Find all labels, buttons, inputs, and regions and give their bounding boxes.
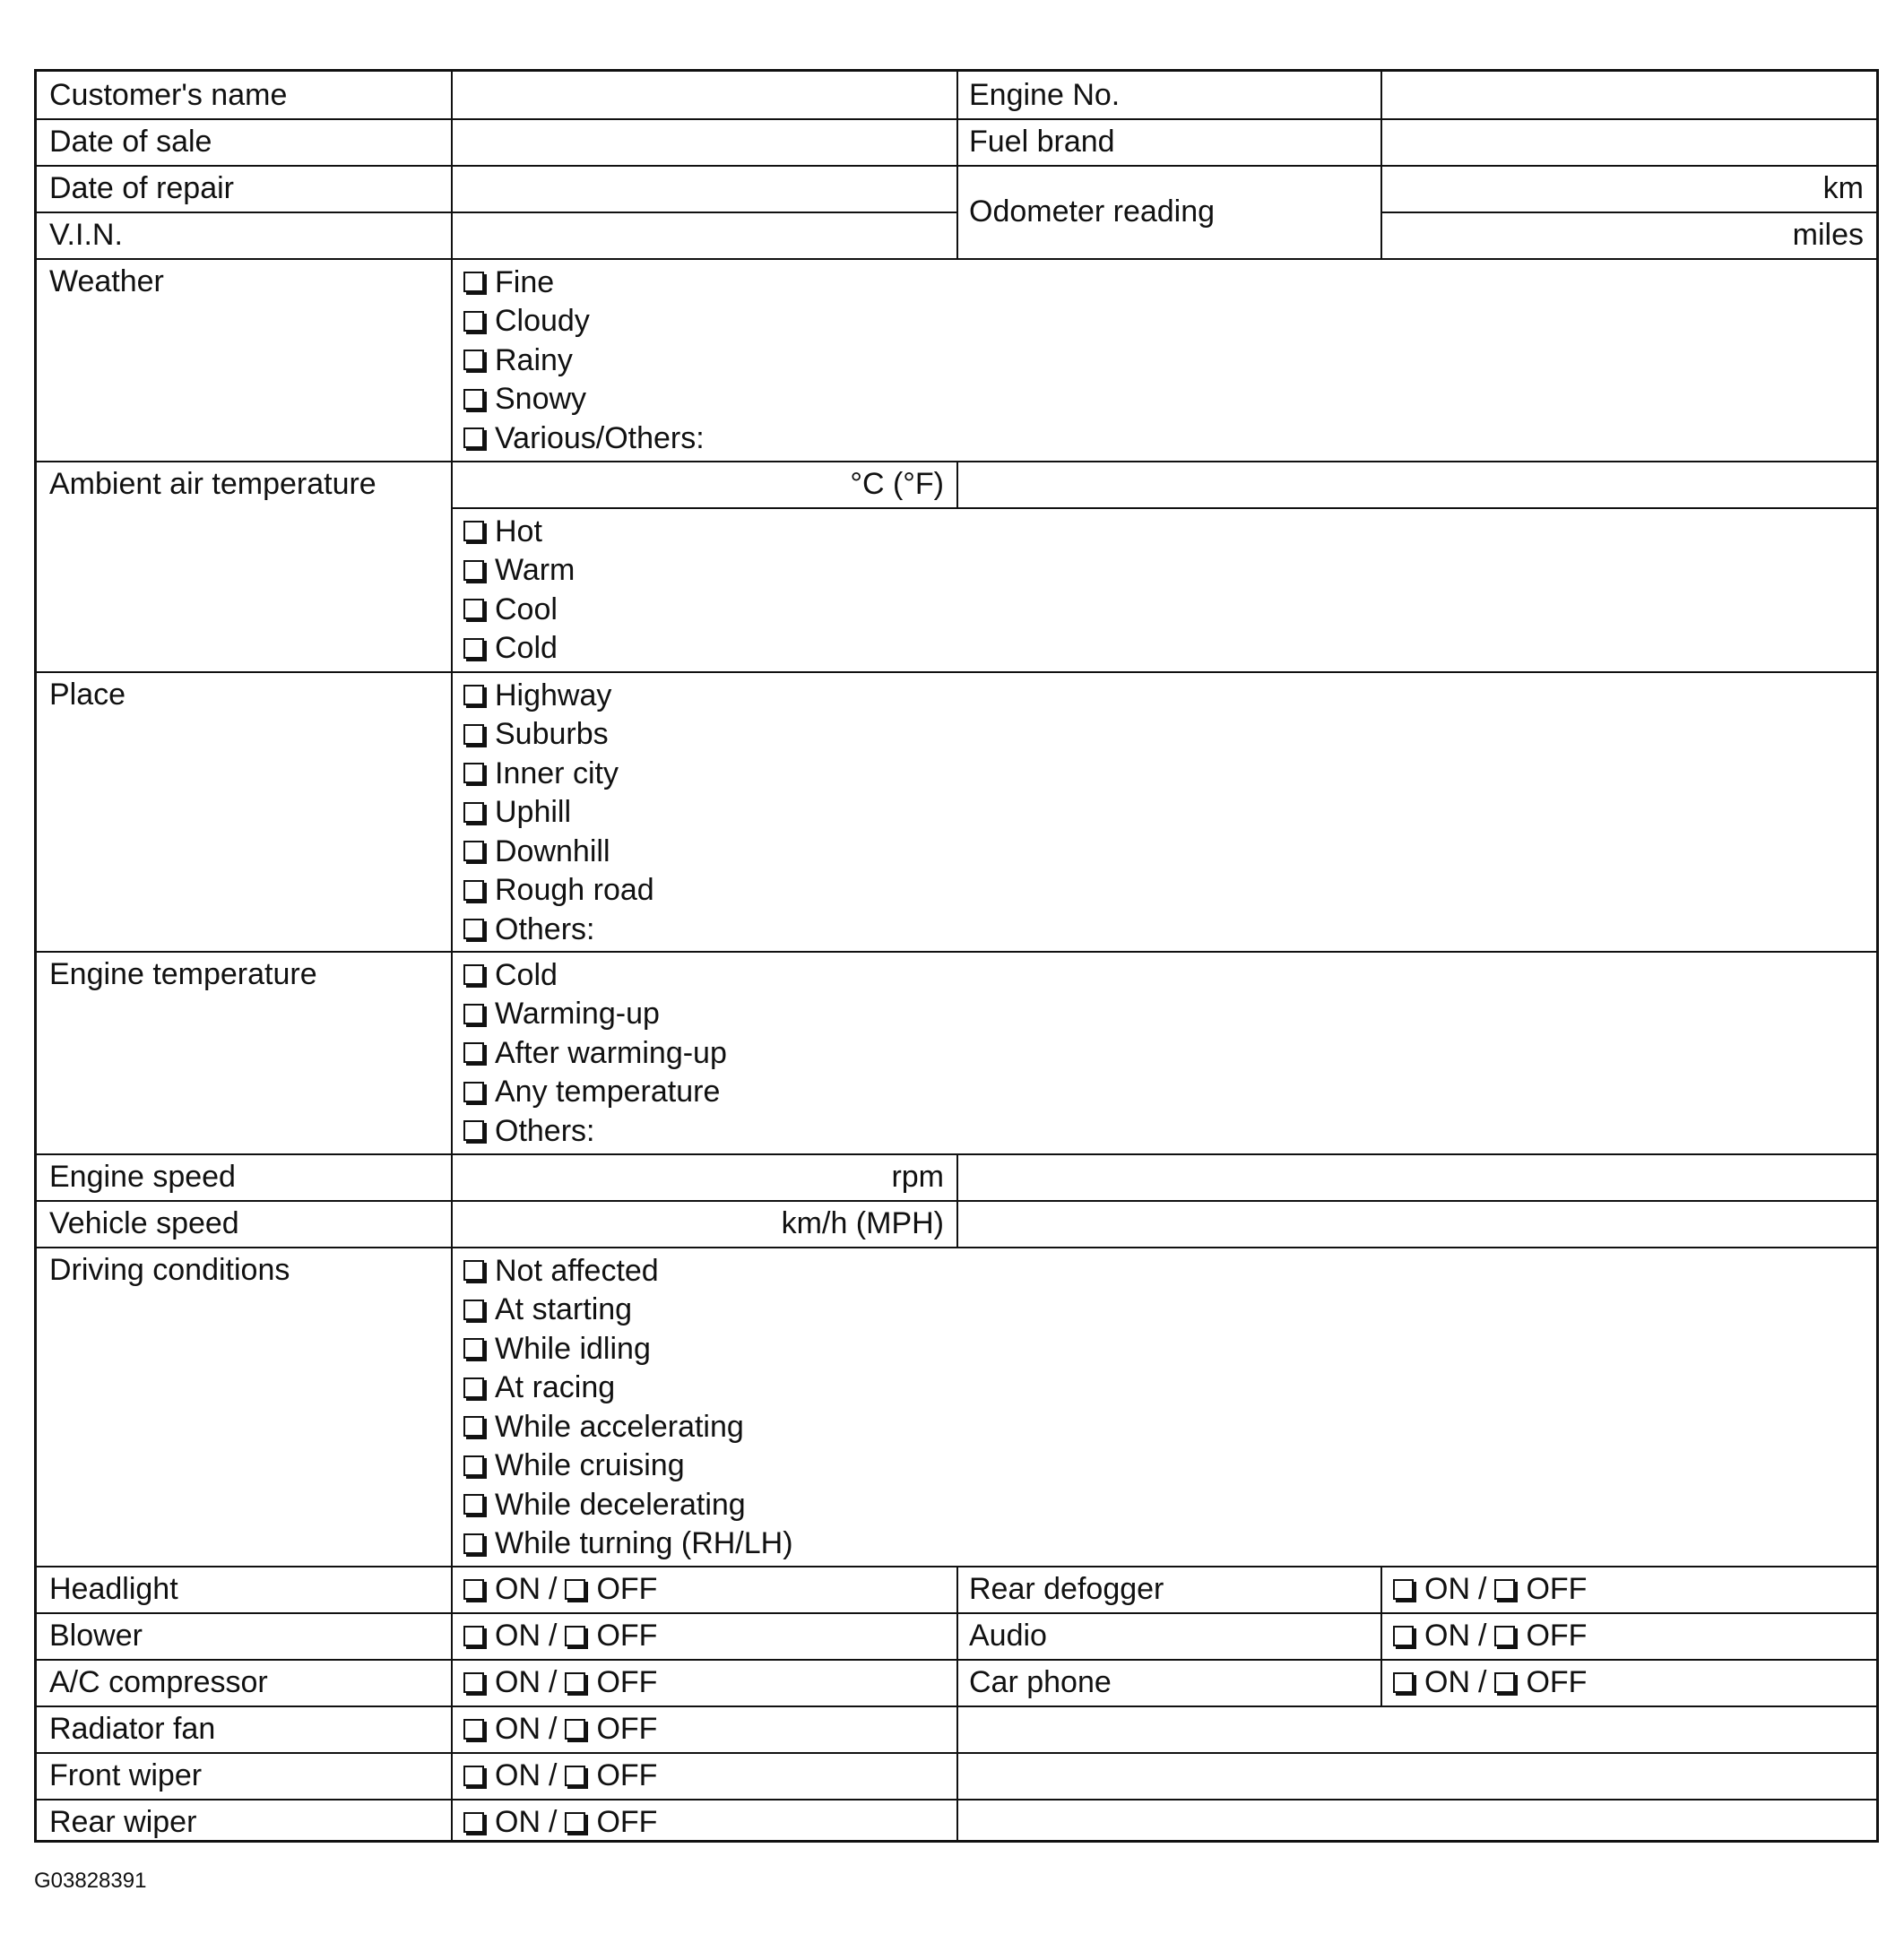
separator: / (549, 1665, 558, 1699)
vehicle-speed-field[interactable]: km/h (MPH) (781, 1206, 944, 1240)
checkbox-label: Uphill (495, 795, 572, 830)
date-of-sale-field[interactable] (451, 118, 956, 165)
front-wiper-label: Front wiper (49, 1758, 203, 1792)
checkbox-option[interactable] (463, 1485, 1876, 1524)
checkbox-icon[interactable] (463, 272, 484, 292)
ambient-temp-field[interactable]: °C (°F) (850, 467, 944, 501)
fuel-brand-field[interactable] (1380, 118, 1876, 165)
checkbox-option[interactable] (463, 910, 1876, 949)
checkbox-label: Others: (495, 911, 595, 946)
blower-label: Blower (49, 1619, 143, 1653)
radiator-fan-label: Radiator fan (49, 1712, 216, 1746)
fuel-brand-label: Fuel brand (969, 125, 1115, 159)
checkbox-icon[interactable] (1393, 1579, 1414, 1600)
checkbox-label: At racing (495, 1370, 616, 1405)
front-wiper-switch (451, 1752, 956, 1799)
checkbox-label: While cruising (495, 1448, 685, 1483)
checkbox-icon[interactable] (1393, 1672, 1414, 1693)
rear-defogger-label: Rear defogger (969, 1572, 1164, 1606)
ac-compressor-switch (451, 1659, 956, 1706)
checkbox-option[interactable] (463, 1369, 1876, 1408)
checkbox-icon[interactable] (463, 311, 484, 332)
checkbox-option[interactable] (463, 590, 1876, 629)
checkbox-option[interactable] (463, 793, 1876, 833)
checkbox-label: Warming-up (495, 997, 660, 1032)
checkbox-label: Warm (495, 553, 576, 588)
checkbox-icon[interactable] (463, 1719, 484, 1740)
checkbox-icon[interactable] (463, 964, 484, 985)
checkbox-option[interactable] (463, 1524, 1876, 1564)
checkbox-icon[interactable] (1494, 1626, 1515, 1646)
checkbox-icon[interactable] (565, 1579, 585, 1600)
separator: / (1478, 1619, 1487, 1653)
checkbox-label: Any temperature (495, 1075, 721, 1110)
audio-label: Audio (969, 1619, 1047, 1653)
off-label: OFF (596, 1712, 658, 1746)
checkbox-label: Fine (495, 264, 555, 299)
checkbox-icon[interactable] (565, 1719, 585, 1740)
on-label: ON (1424, 1619, 1470, 1653)
engine-no-field[interactable] (1380, 72, 1876, 118)
off-label: OFF (596, 1805, 658, 1839)
checkbox-label: Not affected (495, 1253, 659, 1288)
checkbox-label: Suburbs (495, 717, 609, 752)
checkbox-option[interactable] (463, 1111, 1876, 1151)
car-phone-label: Car phone (969, 1665, 1112, 1699)
on-label: ON (495, 1712, 541, 1746)
engine-temp-label: Engine temperature (49, 957, 317, 991)
rear-defogger-switch (1380, 1566, 1876, 1612)
grid-line (451, 507, 1876, 509)
date-of-sale-label: Date of sale (49, 125, 212, 159)
checkbox-option[interactable] (463, 871, 1876, 911)
checkbox-icon[interactable] (463, 1300, 484, 1320)
checkbox-option[interactable] (463, 995, 1876, 1034)
checkbox-icon[interactable] (463, 638, 484, 659)
on-label: ON (1424, 1572, 1470, 1606)
off-label: OFF (1526, 1619, 1588, 1653)
checkbox-label: Rough road (495, 873, 654, 908)
checkbox-option[interactable] (463, 419, 1876, 458)
checkbox-label: While accelerating (495, 1409, 744, 1444)
checkbox-icon[interactable] (463, 841, 484, 861)
off-label: OFF (1526, 1665, 1588, 1699)
separator: / (549, 1572, 558, 1606)
vin-field[interactable] (451, 212, 956, 258)
blower-switch (451, 1612, 956, 1659)
checkbox-icon[interactable] (463, 389, 484, 410)
checkbox-option[interactable] (463, 832, 1876, 871)
checkbox-icon[interactable] (463, 560, 484, 581)
checkbox-icon[interactable] (463, 521, 484, 541)
checkbox-icon[interactable] (463, 1416, 484, 1437)
off-label: OFF (596, 1758, 658, 1792)
separator: / (1478, 1572, 1487, 1606)
separator: / (1478, 1665, 1487, 1699)
off-label: OFF (596, 1572, 658, 1606)
customer-name-field[interactable] (451, 72, 956, 118)
headlight-label: Headlight (49, 1572, 178, 1606)
checkbox-icon[interactable] (463, 1579, 484, 1600)
off-label: OFF (596, 1665, 658, 1699)
checkbox-icon[interactable] (463, 1812, 484, 1833)
checkbox-icon[interactable] (1393, 1626, 1414, 1646)
checkbox-option[interactable] (463, 551, 1876, 591)
vehicle-speed-label: Vehicle speed (49, 1206, 239, 1240)
checkbox-icon[interactable] (463, 1626, 484, 1646)
checkbox-option[interactable] (463, 1446, 1876, 1486)
on-label: ON (495, 1572, 541, 1606)
checkbox-label: Downhill (495, 833, 610, 868)
checkbox-option[interactable] (463, 302, 1876, 341)
checkbox-icon[interactable] (1494, 1579, 1515, 1600)
checkbox-icon[interactable] (463, 1494, 484, 1515)
checkbox-label: While idling (495, 1331, 651, 1366)
checkbox-option[interactable] (463, 380, 1876, 419)
separator: / (549, 1712, 558, 1746)
checkbox-icon[interactable] (463, 1082, 484, 1102)
on-label: ON (495, 1619, 541, 1653)
checkbox-icon[interactable] (463, 1042, 484, 1063)
ac-compressor-label: A/C compressor (49, 1665, 268, 1699)
checkbox-icon[interactable] (463, 919, 484, 939)
on-label: ON (495, 1805, 541, 1839)
off-label: OFF (1526, 1572, 1588, 1606)
checkbox-icon[interactable] (463, 1260, 484, 1281)
checkbox-icon[interactable] (463, 802, 484, 823)
ambient-temp-options (451, 512, 1876, 676)
audio-switch (1380, 1612, 1876, 1659)
grid-line (956, 461, 958, 507)
checkbox-option[interactable] (463, 715, 1876, 755)
inspection-form (34, 69, 1879, 1843)
checkbox-icon[interactable] (565, 1672, 585, 1693)
checkbox-label: While decelerating (495, 1487, 746, 1522)
checkbox-icon[interactable] (463, 685, 484, 705)
checkbox-option[interactable] (463, 263, 1876, 302)
ambient-temp-label: Ambient air temperature (49, 467, 376, 501)
odometer-miles-field[interactable]: miles (1792, 218, 1864, 252)
vin-label: V.I.N. (49, 218, 123, 252)
checkbox-icon[interactable] (463, 1120, 484, 1141)
checkbox-label: Cold (495, 631, 558, 666)
checkbox-icon[interactable] (463, 1766, 484, 1786)
checkbox-label: Rainy (495, 342, 573, 377)
date-of-repair-label: Date of repair (49, 171, 234, 205)
engine-no-label: Engine No. (969, 78, 1121, 112)
checkbox-icon[interactable] (463, 724, 484, 745)
checkbox-option[interactable] (463, 754, 1876, 793)
on-label: ON (1424, 1665, 1470, 1699)
date-of-repair-field[interactable] (451, 165, 956, 212)
checkbox-icon[interactable] (463, 1533, 484, 1554)
checkbox-icon[interactable] (565, 1812, 585, 1833)
checkbox-icon[interactable] (463, 1338, 484, 1359)
checkbox-icon[interactable] (463, 1672, 484, 1693)
car-phone-switch (1380, 1659, 1876, 1706)
checkbox-option[interactable] (463, 341, 1876, 380)
checkbox-option[interactable] (463, 1291, 1876, 1330)
checkbox-label: Cold (495, 957, 558, 992)
checkbox-label: Highway (495, 678, 612, 712)
checkbox-label: Various/Others: (495, 420, 705, 455)
customer-name-label: Customer's name (49, 78, 288, 112)
checkbox-option[interactable] (463, 1251, 1876, 1291)
engine-speed-label: Engine speed (49, 1160, 236, 1194)
separator: / (549, 1619, 558, 1653)
off-label: OFF (596, 1619, 658, 1653)
driving-conditions-options (451, 1251, 1876, 1570)
checkbox-icon[interactable] (463, 1455, 484, 1476)
radiator-fan-switch (451, 1706, 956, 1752)
checkbox-icon[interactable] (463, 880, 484, 901)
checkbox-option[interactable] (463, 629, 1876, 669)
checkbox-option[interactable] (463, 512, 1876, 551)
checkbox-icon[interactable] (463, 350, 484, 370)
odometer-label: Odometer reading (969, 194, 1216, 229)
grid-line (956, 1153, 958, 1247)
checkbox-option[interactable] (463, 676, 1876, 715)
weather-label: Weather (49, 264, 164, 298)
checkbox-option[interactable] (463, 1033, 1876, 1073)
checkbox-option[interactable] (463, 1407, 1876, 1446)
checkbox-icon[interactable] (463, 599, 484, 619)
on-label: ON (495, 1665, 541, 1699)
checkbox-icon[interactable] (1494, 1672, 1515, 1693)
checkbox-label: Hot (495, 514, 542, 548)
rear-wiper-switch (451, 1799, 956, 1845)
figure-id: G03828391 (34, 1869, 147, 1893)
checkbox-label: After warming-up (495, 1035, 727, 1070)
checkbox-label: Cloudy (495, 304, 590, 339)
checkbox-icon[interactable] (565, 1766, 585, 1786)
headlight-switch (451, 1566, 956, 1612)
checkbox-label: Cool (495, 592, 558, 626)
engine-temp-options (451, 955, 1876, 1158)
on-label: ON (495, 1758, 541, 1792)
engine-speed-field[interactable]: rpm (891, 1160, 944, 1194)
checkbox-icon[interactable] (463, 763, 484, 783)
separator: / (549, 1758, 558, 1792)
checkbox-icon[interactable] (463, 1377, 484, 1398)
separator: / (549, 1805, 558, 1839)
checkbox-option[interactable] (463, 1329, 1876, 1369)
checkbox-label: At starting (495, 1292, 633, 1327)
odometer-km-field[interactable]: km (1822, 171, 1864, 205)
checkbox-label: Snowy (495, 382, 587, 417)
rear-wiper-label: Rear wiper (49, 1805, 197, 1839)
driving-conditions-label: Driving conditions (49, 1253, 290, 1287)
weather-options (451, 263, 1876, 465)
place-options (451, 676, 1876, 955)
place-label: Place (49, 678, 126, 712)
checkbox-icon[interactable] (463, 1004, 484, 1024)
checkbox-icon[interactable] (565, 1626, 585, 1646)
checkbox-label: Inner city (495, 756, 619, 790)
checkbox-option[interactable] (463, 955, 1876, 995)
checkbox-option[interactable] (463, 1073, 1876, 1112)
checkbox-label: Others: (495, 1113, 595, 1148)
checkbox-label: While turning (RH/LH) (495, 1526, 793, 1561)
checkbox-icon[interactable] (463, 427, 484, 448)
